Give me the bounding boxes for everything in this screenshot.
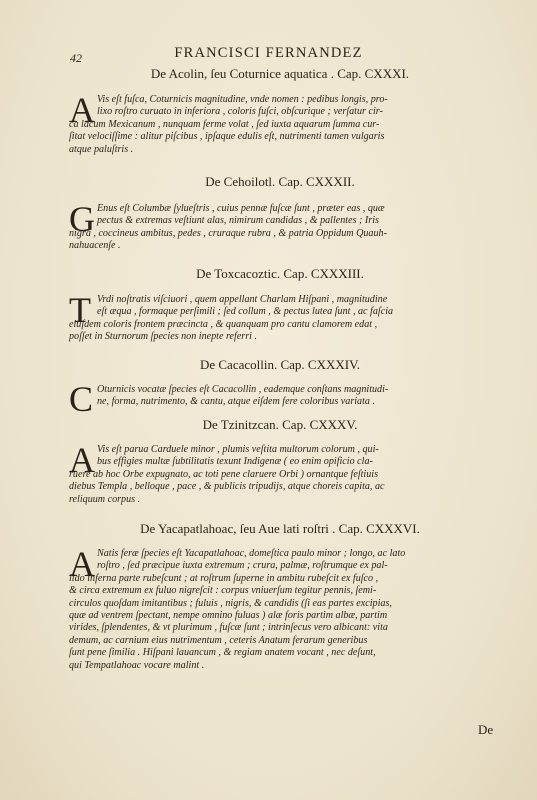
text-line: lixo roſtro curuato in inferiora , coloris fuſci, obſcurique ; verſatur cir-	[97, 106, 383, 118]
text-line: roſtro , ſed præcipue iuxta extremum ; crura, palmæ, roſtrumque ex pal-	[97, 560, 388, 572]
text-line: demum, ac carnium eius nutrimentum , ceteris Anatum ferarum generibus	[69, 634, 368, 646]
text-line: Enus eſt Columbæ ſylueſtris , cuius pennæ fuſcæ ſunt , præter eas , quæ	[97, 203, 385, 214]
chapter-text	[69, 199, 514, 253]
text-line: eſt æqua , formaque perſimili ; ſed collum , & pectus lutea ſunt , ac faſcia	[97, 306, 394, 318]
text-line: ca lacum Mexicanum , nunquam ferme volat , ſed iuxta aquarum ſumma cur-	[69, 118, 380, 130]
text-line: ſunt pene ſimilia . Hiſpani lauancum , & regiam anatem vocant , nec deſunt,	[69, 647, 376, 659]
text-line: qui Tempatlahoac vocare malint .	[69, 659, 205, 671]
text-line: Oturnicis vocatæ ſpecies eſt Cacacollin , eademque conſtans magnitudi-	[97, 384, 389, 395]
text-line: Vis eſt parua Carduele minor , plumis veſtita multorum colorum , qui-	[97, 444, 379, 455]
text-line: Vis eſt fuſca, Coturnicis magnitudine, vnde nomen : pedibus longis, pro-	[97, 94, 388, 105]
chapter-heading: De Yacapatlahoac, ſeu Aue lati roſtri . Cap. CXXXVI.	[140, 521, 420, 536]
drop-initial: G	[69, 199, 95, 239]
drop-initial: A	[69, 544, 95, 584]
chapter-text	[69, 384, 514, 409]
text-line: bus effigies multæ ſubtilitatis texunt Indigenæ ( eo enim opificio cla-	[97, 456, 373, 468]
text-line: Natis feræ ſpecies eſt Yacapatlahoac, domeſtica paulo minor ; longo, ac lato	[97, 548, 406, 559]
chapter-heading: De Cehoilotl. Cap. CXXXII.	[205, 174, 355, 189]
text-line: circulos quoſdam imitantibus ; fuluis , nigris, & candidis (ſi eas partes excipias,	[69, 597, 392, 609]
chapter-text	[69, 290, 514, 344]
text-line: atque paluſtris .	[69, 143, 134, 155]
text-line: poſſet in Sturnorum ſpecies non inepte referri .	[69, 331, 258, 343]
drop-initial: T	[69, 290, 91, 330]
text-line: nigra , coccineus ambitus, pedes , cruraque rubra , & patria Oppidum Quauh-	[69, 227, 387, 239]
chapter-text	[69, 90, 514, 156]
chapter-heading: De Cacacollin. Cap. CXXXIV.	[199, 357, 361, 372]
chapter-heading: De Acolin, ſeu Coturnice aquatica . Cap. CXXXI.	[150, 66, 410, 81]
page-number: 42	[70, 51, 82, 65]
chapter-text	[69, 440, 514, 506]
text-line: ruere ab hoc Orbe expugnato, ac toti pene claruere Orbi ) ornantque feſtiuis	[69, 468, 379, 480]
drop-initial: A	[69, 90, 95, 130]
text-line: quæ ad ventrem ſpectant, nempe omnino fuluas ) alæ foris partim albæ, partim	[69, 609, 388, 621]
text-line: diebus Templa , belloque , pace , & publicis tripudijs, atque choreis capita, ac	[69, 481, 385, 493]
text-line: Vrdi noſtratis viſciuori , quem appellant Charlam Hiſpani , magnitudine	[97, 294, 388, 305]
text-line: eiuſdem coloris frontem præcincta , & quanquam pro cantu clamorem edat ,	[69, 318, 378, 330]
running-head: FRANCISCI FERNANDEZ	[174, 45, 363, 61]
text-line: ſitat velociſſime : alitur piſcibus , ipſaque edulis eſt, nutrimenti tamen vulgaris	[69, 131, 385, 143]
text-line: nahuacenſe .	[69, 240, 121, 252]
text-line: & circa extremum ex fuluo nigreſcit : corpus vniuerſum tegitur pennis, ſemi-	[69, 585, 377, 597]
catchword: De	[478, 722, 494, 737]
drop-initial: C	[69, 379, 94, 419]
drop-initial: A	[69, 440, 95, 480]
text-line: ne, forma, nutrimento, & cantu, atque eiſdem fere coloribus variata .	[97, 396, 376, 408]
text-line: pectus & extremas veſtiunt alas, nimirum candidas , & pallentes ; Iris	[97, 215, 379, 227]
text-line: lido inferna parte rubeſcunt ; at roſtrum ſuperne in ambitu rubeſcit ex fuſco ,	[69, 572, 379, 584]
text-line: reliquum corpus .	[69, 493, 141, 505]
chapter-heading: De Toxcacoztic. Cap. CXXXIII.	[196, 266, 364, 281]
chapter-text	[69, 544, 514, 672]
chapter-heading: De Tzinitzcan. Cap. CXXXV.	[202, 417, 358, 432]
text-line: virides, ſplendentes, & vt plurimum , fuſcæ ſunt ; intrinſecus vero albicant: vita	[69, 622, 388, 634]
